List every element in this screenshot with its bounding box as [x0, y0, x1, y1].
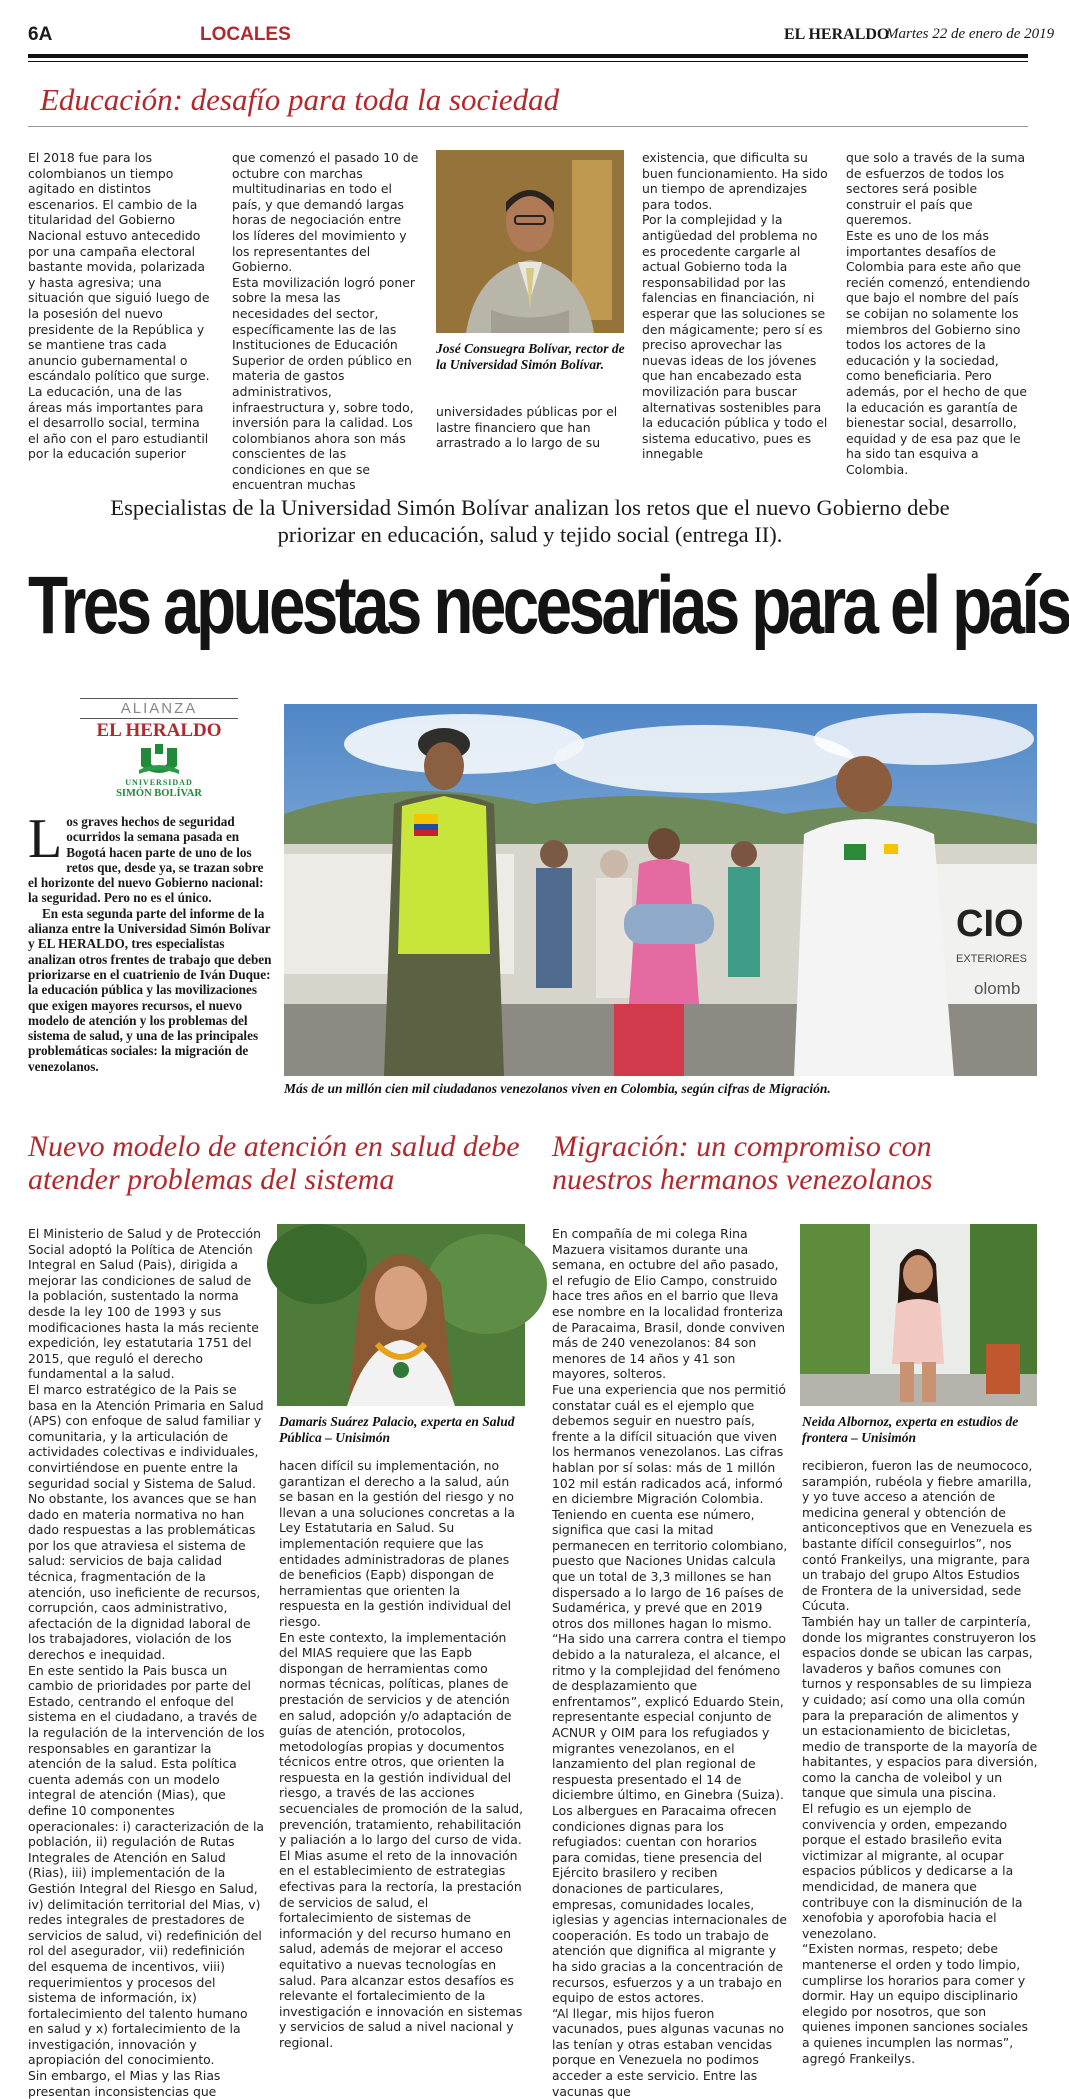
alianza-paper-name: EL HERALDO — [96, 720, 222, 741]
university-line2: SIMÓN BOLÍVAR — [116, 788, 202, 799]
alianza-label: ALIANZA — [120, 700, 198, 717]
article-education-col4: existencia, que dificulta su buen funcionamiento. Ha sido un tiempo de aprendizajes para todos. Por la complejidad y la antigüedad del problema no es procedente cargarle al actual Gobierno toda la responsabilidad por las falencias en financiación, ni esperar que las soluciones se den mágicamente; pero sí es preciso aprovechar las nuevas ideas de los jóvenes que han encabezado esta movilización para buscar alternativas sostenibles para la educación pública y todo el sistema educativo, pues es innegable — [642, 150, 828, 462]
intro-first-paragraph: os graves hechos de seguridad ocurridos la semana pasada en Bogotá hacen parte de uno de los retos que, desde ya, se trazan sobre el horizonte del nuevo Gobierno nacional: la seguridad. Pero no es el único. — [28, 814, 264, 906]
damaris-photo-caption: Damaris Suárez Palacio, experta en Salud Pública – Unisimón — [279, 1414, 515, 1445]
article-education-col3: universidades públicas por el lastre financiero que han arrastrado a lo largo de su — [436, 404, 618, 451]
newspaper-name: EL HERALDO — [784, 26, 890, 43]
university-line1: UNIVERSIDAD — [125, 778, 193, 787]
damaris-photo — [277, 1224, 525, 1406]
article-education-title: Educación: desafío para toda la sociedad — [40, 82, 560, 117]
alianza-rule-top — [80, 698, 238, 699]
article-education-rule — [28, 126, 1028, 127]
feature-headline: Tres apuestas necesarias para el país — [28, 560, 1069, 651]
neida-portrait — [800, 1224, 1037, 1406]
article-health-title: Nuevo modelo de atención en salud debe atender problemas del sistema — [28, 1130, 520, 1196]
intro-second-paragraph: En esta segunda parte del informe de la alianza entre la Universidad Simón Bolívar y EL HERALDO, tres especialistas analizan otros frentes de trabajo que deben priorizarse en el cuatrienio de Iván Duque: la educación pública y las movilizaciones que exigen mayores recursos, el nuevo modelo de atención y los problemas del sistema de salud, y una de las principales problemáticas sociales: la migración de venezolanos. — [28, 905, 272, 1074]
article-education-col2: que comenzó el pasado 10 de octubre con marchas multitudinarias en todo el país, y que demandó largas horas de negociación entre los líderes del movimiento y los representantes del Gobierno. Esta movilización logró poner sobre la mesa las necesidades del sector, específicamente las de las Instituciones de Educación Superior de orden público en materia de gastos administrativos, infraestructura y, sobre todo, inversión para la calidad. Los colombianos ahora son más conscientes de las condiciones en que se encuentran muchas — [232, 150, 419, 493]
page-header — [28, 22, 1055, 56]
article-health-col2: hacen difícil su implementación, no garantizan el derecho a la salud, aún se basan en la gestión del riesgo y no llevan a una soluciones concretas a la Ley Estatutaria en Salud. Su implementación requiere que las entidades administradoras de planes de beneficios (Eapb) dispongan de herramientas que orienten la respuesta en la gestión individual del riesgo. En este contexto, la implementación del MIAS requiere que las Eapb dispongan de herramientas como normas técnicas, políticas, planes de prestación de servicios y de atención en salud, adopción y/o adaptación de guías de atención, protocolos, metodologías propias y documentos técnicos entre otros, que orienten la respuesta en la gestión individual del riesgo, a través de las acciones secuenciales de promoción de la salud, prevención, tratamiento, rehabilitación y paliación a lo largo del curso de vida. El Mias asume el reto de la innovación en el establecimiento de estrategias efectivas para la rectoría, la prestación de servicios de salud, el fortalecimiento de sistemas de información y del recurso humano en salud, además de mejorar el acceso equitativo a nuevas tecnologías en salud. Para alcanzar estos desafíos es relevante el fortalecimiento de la investigación e innovación en sistemas y servicios de salud a nivel nacional y regional. — [279, 1458, 524, 2050]
alianza-logo — [80, 698, 238, 804]
header-rule-thick — [28, 54, 1028, 58]
migrants-photo-caption: Más de un millón cien mil ciudadanos venezolanos viven en Colombia, según cifras de Migración. — [284, 1081, 831, 1096]
article-migration-col2: recibieron, fueron las de neumococo, sarampión, rubéola y fiebre amarilla, y yo tuve acceso a atención de medicina general y obtención de anticonceptivos que en Venezuela es bastante difícil conseguirlos”, nos contó Frankeilys, una migrante, para un trabajo del grupo Altos Estudios de Frontera de la universidad, sede Cúcuta. También hay un taller de carpintería, donde los migrantes construyeron los espacios donde se ubican las carpas, lavaderos y baños comunes con turnos y responsables de su limpieza y cuidado; así como una olla común para la preparación de alimentos y un estacionamiento de bicicletas, medio de transporte de la mayoría de habitantes, y espacios para diversión, como la cancha de voleibol y un tanque que simula una piscina. El refugio es un ejemplo de convivencia y orden, empezando porque el estado brasileño evita victimizar al migrante, al ocupar espacios públicos y dedicarse a la mendicidad, de manera que contribuye con la disminución de la xenofobia y aporofobia hacia el venezolano. “Existen normas, respeto; debe mantenerse el orden y todo limpio, cumplirse los horarios para comer y dormir. Hay un equipo disciplinario elegido por nosotros, que son quienes imponen sanciones sociales a quienes incumplen las normas”, agregó Frankeilys. — [802, 1458, 1038, 2066]
sign-text-exteriores: EXTERIORES — [956, 953, 1027, 965]
rector-portrait — [436, 150, 624, 333]
article-education-col5: que solo a través de la suma de esfuerzos de todos los sectores será posible construir el país que queremos. Este es uno de los más importantes desafíos de Colombia para este año que recién comenzó, entendiendo que bajo el nombre del país se cobijan no solamente los miembros del Gobierno sino todos los actores de la educación y la sociedad, como beneficiaria. Pero además, por el hecho de que la educación es garantía de bienestar social, desarrollo, equidad y de esa paz que le ha sido tan esquiva a Colombia. — [846, 150, 1031, 477]
damaris-portrait — [277, 1224, 525, 1406]
feature-deck: Especialistas de la Universidad Simón Bolívar analizan los retos que el nuevo Gobierno debe priorizar en educación, salud y tejido social (entrega II). — [110, 495, 950, 547]
university-crest-icon — [137, 744, 181, 778]
section-label: LOCALES — [200, 24, 291, 45]
sign-text-cio: CIO — [956, 903, 1024, 945]
article-health-col1: El Ministerio de Salud y de Protección Social adoptó la Política de Atención Integral en Salud (Pais), dirigida a mejorar las condiciones de salud de la población, sustentado la norma desde la ley 100 de 1993 y sus modificaciones hasta la más reciente expedición, ley estatutaria 1751 del 2015, que reguló el derecho fundamental a la salud. El marco estratégico de la Pais se basa en la Atención Primaria en Salud (APS) con enfoque de salud familiar y comunitaria, y la articulación de actividades colectivas e individuales, convirtiéndose en puente entre la seguridad social y Sistema de Salud. No obstante, los avances que se han dado en materia normativa no han dado respuestas a las problemáticas por los que atraviesa el sistema de salud: servicios de baja calidad técnica, fragmentación de la atención, uso ineficiente de recursos, corrupción, caos administrativo, afectación de la dignidad laboral de los trabajadores, violación de los derechos e inequidad. En este sentido la Pais busca un cambio de prioridades por parte del Estado, centrando el enfoque del sistema en el ciudadano, a través de la regulación de la intervención de los responsables en garantizar la atención de la salud. Esta política cuenta además con un modelo integral de atención (Mias), que define 10 componentes operacionales: i) caracterización de la población, ii) regulación de Rutas Integrales de Atención en Salud (Rias), iii) implementación de la Gestión Integral del Riesgo en Salud, iv) delimitación territorial del Mias, v) redes integrales de prestadores de servicios de salud, vi) redefinición del rol del asegurador, vii) redefinición del esquema de incentivos, viii) requerimientos y procesos del sistema de información, ix) fortalecimiento del talento humano en salud y x) fortalecimiento de la investigación, innovación y apropiación del conocimiento. Sin embargo, el Mias y las Rias presentan inconsistencias que — [28, 1226, 265, 2099]
rector-photo-caption: José Consuegra Bolívar, rector de la Universidad Simón Bolívar. — [436, 341, 625, 372]
migrants-photo — [284, 704, 1037, 1076]
issue-date: Martes 22 de enero de 2019 — [886, 26, 1055, 42]
article-education-col1: El 2018 fue para los colombianos un tiempo agitado en distintos escenarios. El cambio de la titularidad del Gobierno Nacional estuvo antecedido por una campaña electoral bastante movida, polarizada y hasta agresiva; una situación que siguió luego de la posesión del nuevo presidente de la República y se mantiene tras cada anuncio gubernamental o escándalo político que surge. La educación, una de las áreas más importantes para el desarrollo social, termina el año con el paro estudiantil por la educación superior — [28, 150, 210, 462]
sign-text-colomb: olomb — [974, 979, 1021, 998]
migrants-photo-illustration — [284, 704, 1037, 1076]
article-migration-title: Migración: un compromiso con nuestros hermanos venezolanos — [552, 1130, 933, 1196]
neida-photo — [800, 1224, 1037, 1406]
feature-intro — [28, 808, 272, 1104]
page-number: 6A — [28, 24, 53, 45]
header-rule-thin — [28, 61, 1028, 62]
rector-photo — [436, 150, 624, 333]
intro-dropcap: L — [28, 808, 63, 870]
article-migration-col1: En compañía de mi colega Rina Mazuera visitamos durante una semana, en octubre del año pasado, el refugio de Elio Campo, construido hace tres años en el barrio que lleva ese nombre en la localidad fronteriza de Paracaima, Brasil, donde conviven más de 240 venezolanos: 84 son menores de 14 años y 41 son mayores, solteros. Fue una experiencia que nos permitió constatar cuál es el ejemplo que debemos seguir en nuestro país, frente a la difícil situación que viven los hermanos venezolanos. Las cifras hablan por sí solas: más de 1 millón 102 mil están radicados acá, informó en diciembre Migración Colombia. Teniendo en cuenta ese número, significa que casi la mitad permanecen en territorio colombiano, puesto que Naciones Unidas calcula que un total de 3,3 millones se han dispersado a lo largo de 16 países de Sudamérica, y prevé que en 2019 otros dos millones hagan lo mismo. “Ha sido una carrera contra el tiempo debido a la naturaleza, el alcance, el ritmo y la complejidad del fenómeno de desplazamiento que enfrentamos”, explicó Eduardo Stein, representante especial conjunto de ACNUR y OIM para los refugiados y migrantes venezolanos, en el lanzamiento del plan regional de respuesta presentado el 14 de diciembre último, en Ginebra (Suiza). Los albergues en Paracaima ofrecen condiciones dignas para los refugiados: cuentan con horarios para comidas, tiene presencia del Ejército brasilero y reciben donaciones de particulares, empresas, comunidades locales, iglesias y agencias internacionales de cooperación. Es todo un trabajo de atención que dignifica al migrante y ha sido gracias a la concentración de recursos, esfuerzos y a un trabajo en equipo de estos actores. “Al llegar, mis hijos fueron vacunados, pues algunas vacunas no las tenían y otras estaban vencidas porque en Venezuela no podimos acceder a este servicio. Entre las vacunas que — [552, 1226, 788, 2099]
neida-photo-caption: Neida Albornoz, experta en estudios de frontera – Unisimón — [802, 1414, 1019, 1445]
